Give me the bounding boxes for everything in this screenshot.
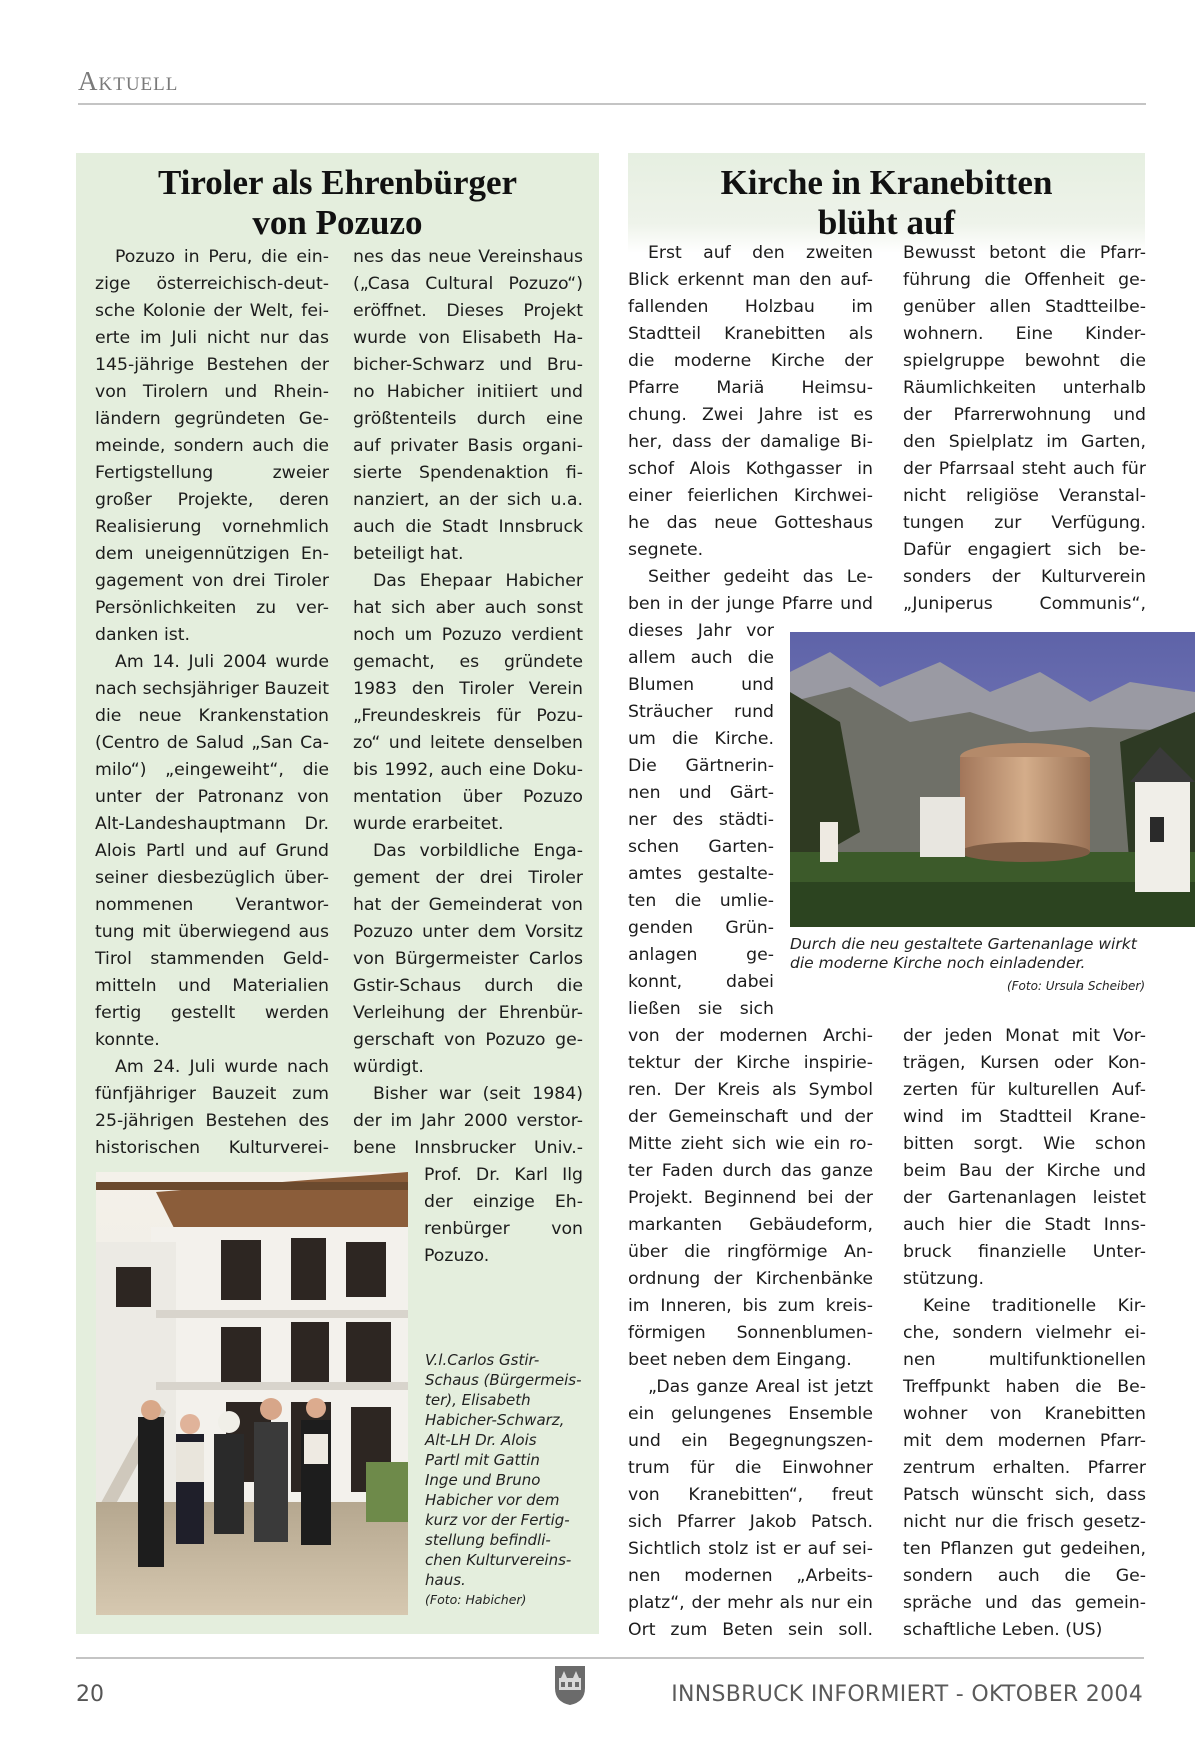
text-line: unter der Patronanz von	[95, 787, 329, 807]
text-line: ein gelungenes Ensemble	[628, 1404, 873, 1424]
text-line: ließen sie sich	[628, 999, 774, 1019]
text-line: von Tirolern und Rhein-	[95, 382, 329, 402]
title-line: blüht auf	[817, 203, 956, 242]
text-line: ten die umlie-	[628, 891, 774, 911]
text-line: gagement von drei Tiroler	[95, 571, 329, 591]
caption-line: Alt-LH Dr. Alois	[425, 1431, 537, 1449]
text-line: Alois Partl und auf Grund	[95, 841, 329, 861]
text-line: Räumlichkeiten unterhalb	[903, 378, 1146, 398]
caption-text	[425, 1350, 595, 1590]
pozuzo-photo-caption	[425, 1350, 595, 1610]
text-line: 1983 den Tiroler Verein	[353, 679, 583, 699]
text-line: erte im Juli nicht nur das	[95, 328, 329, 348]
text-line: Verleihung der Ehrenbür-	[353, 1003, 583, 1023]
text-line: Das vorbildliche Enga-	[373, 841, 583, 861]
header-rule	[78, 103, 1146, 105]
text-line: nen und Gärt-	[628, 783, 774, 803]
text-line: der Pfarrerwohnung und	[903, 405, 1146, 425]
article-right-title	[628, 163, 1145, 243]
text-line: Das Ehepaar Habicher	[373, 571, 583, 591]
text-line: nicht religiöse Veranstal-	[903, 486, 1146, 506]
text-line: platz“, der mehr als nur ein	[628, 1593, 873, 1613]
text-line: gement der drei Tiroler	[353, 868, 583, 888]
text-line: segnete.	[628, 540, 704, 560]
photo-image	[790, 632, 1195, 927]
text-line: konnte.	[95, 1030, 160, 1050]
text-line: schen Garten-	[628, 837, 774, 857]
text-line: spielgruppe bewohnt die	[903, 351, 1146, 371]
text-line: Pozuzo unter dem Vorsitz	[353, 922, 583, 942]
text-line: no Habicher initiiert und	[353, 382, 583, 402]
text-line: Am 14. Juli 2004 wurde	[115, 652, 329, 672]
text-line: bene Innsbrucker Univ.-	[353, 1138, 583, 1158]
text-line: Alt-Landeshauptmann Dr.	[95, 814, 329, 834]
text-line: die neue Krankenstation	[95, 706, 329, 726]
text-line: (Centro de Salud „San Ca-	[95, 733, 329, 753]
text-line: amtes gestalte-	[628, 864, 774, 884]
photo-credit: (Foto: Habicher)	[425, 1592, 527, 1607]
text-line: gerschaft von Pozuzo ge-	[353, 1030, 583, 1050]
text-line: „Freundeskreis für Pozu-	[353, 706, 583, 726]
text-line: noch um Pozuzo verdient	[353, 625, 583, 645]
article-left-title	[76, 163, 599, 243]
caption-line: Habicher-Schwarz,	[425, 1411, 565, 1429]
text-line: „Das ganze Areal ist jetzt	[648, 1377, 873, 1397]
text-line: ländern gegründeten Ge-	[95, 409, 329, 429]
text-line: sche Kolonie der Welt, fei-	[95, 301, 329, 321]
caption-line: haus.	[425, 1571, 466, 1589]
text-line: Treffpunkt haben die Be-	[903, 1377, 1146, 1397]
text-line: auf privater Basis organi-	[353, 436, 583, 456]
church-photo-caption	[790, 935, 1145, 996]
text-line: 145-jährige Bestehen der	[95, 355, 329, 375]
text-line: markanten Gebäudeform,	[628, 1215, 873, 1235]
text-line: genden Grün-	[628, 918, 774, 938]
text-line: chung. Zwei Jahre ist es	[628, 405, 873, 425]
text-line: („Casa Cultural Pozuzo“)	[353, 274, 583, 294]
text-line: Seither gedeiht das Le-	[648, 567, 873, 587]
text-line: zige österreichisch-deut-	[95, 274, 329, 294]
article-right-column-1-narrow	[628, 618, 774, 1023]
text-line: ren. Der Kreis als Symbol	[628, 1080, 873, 1100]
text-line: über die ringförmige An-	[628, 1242, 873, 1262]
article-left-column-2-tail	[424, 1162, 583, 1270]
text-line: milo“) „eingeweiht“, die	[95, 760, 329, 780]
text-line: beim Bau der Kirche und	[903, 1161, 1146, 1181]
text-line: Pozuzo.	[424, 1246, 490, 1266]
text-line: ordnung der Kirchenbänke	[628, 1269, 873, 1289]
text-line: auch hier die Stadt Inns-	[903, 1215, 1146, 1235]
article-right-column-1-bottom	[628, 1023, 873, 1644]
text-line: hat sich aber auch sonst	[353, 598, 583, 618]
text-line: der Gartenanlagen leistet	[903, 1188, 1146, 1208]
text-line: nicht nur die frisch gesetz-	[903, 1512, 1146, 1532]
text-line: Realisierung vornehmlich	[95, 517, 329, 537]
text-line: bruck finanzielle Unter-	[903, 1242, 1146, 1262]
text-line: um die Kirche.	[628, 729, 774, 749]
page-number: 20	[76, 1682, 104, 1707]
text-line: Pozuzo in Peru, die ein-	[115, 247, 329, 267]
caption-line: kurz vor der Fertig-	[425, 1511, 570, 1529]
photo-image	[96, 1172, 408, 1615]
text-line: beet neben dem Eingang.	[628, 1350, 852, 1370]
text-line: sondern auch die Ge-	[903, 1566, 1146, 1586]
text-line: fallenden Holzbau im	[628, 297, 873, 317]
text-line: meinde, sondern auch die	[95, 436, 329, 456]
text-line: mitteln und Materialien	[95, 976, 329, 996]
text-line: einer feierlichen Kirchwei-	[628, 486, 873, 506]
text-line: nanziert, an der sich u.a.	[353, 490, 583, 510]
text-line: größtenteils durch eine	[353, 409, 583, 429]
innsbruck-coat-of-arms-icon	[553, 1664, 587, 1706]
text-line: dem uneigennützigen En-	[95, 544, 329, 564]
text-line: tektur der Kirche inspirie-	[628, 1053, 873, 1073]
caption-line: die moderne Kirche noch einladender.	[790, 954, 1086, 972]
caption-line: Schaus (Bürgermeis-	[425, 1371, 582, 1389]
text-line: historischen Kulturverei-	[95, 1138, 329, 1158]
caption-line: Durch die neu gestaltete Gartenanlage wirkt	[790, 935, 1137, 953]
text-line: schof Alois Kothgasser in	[628, 459, 873, 479]
text-line: der Pfarrsaal steht auch für	[903, 459, 1146, 479]
text-line: gemacht, es gründete	[353, 652, 583, 672]
text-line: trägen, Kursen oder Kon-	[903, 1053, 1146, 1073]
text-line: genüber allen Stadtteilbe-	[903, 297, 1146, 317]
section-label: Aktuell	[78, 66, 179, 96]
text-line: Projekt. Beginnend bei der	[628, 1188, 873, 1208]
text-line: wohnern. Eine Kinder-	[903, 324, 1146, 344]
text-line: die moderne Kirche der	[628, 351, 873, 371]
text-line: im Inneren, bis zum kreis-	[628, 1296, 873, 1316]
text-line: und ein Begegnungszen-	[628, 1431, 873, 1451]
text-line: von Bürgermeister Carlos	[353, 949, 583, 969]
text-line: nommenen Verantwor-	[95, 895, 329, 915]
pozuzo-group-photo	[96, 1172, 408, 1615]
text-line: 25-jährigen Bestehen des	[95, 1111, 329, 1131]
text-line: spräche und das gemein-	[903, 1593, 1146, 1613]
text-line: ter Faden durch das ganze	[628, 1161, 873, 1181]
caption-line: stellung befindli-	[425, 1531, 551, 1549]
article-right-column-2-top	[903, 240, 1146, 618]
text-line: Erst auf den zweiten	[648, 243, 873, 263]
caption-line: chen Kulturvereins-	[425, 1551, 572, 1569]
text-line: anlagen ge-	[628, 945, 774, 965]
text-line: wurde von Elisabeth Ha-	[353, 328, 583, 348]
caption-line: Partl mit Gattin	[425, 1451, 540, 1469]
text-line: stützung.	[903, 1269, 984, 1289]
text-line: dieses Jahr vor	[628, 621, 774, 641]
text-line: ner des städti-	[628, 810, 774, 830]
text-line: nen modernen „Arbeits-	[628, 1566, 873, 1586]
text-line: zerten für kulturellen Auf-	[903, 1080, 1146, 1100]
text-line: Blumen und	[628, 675, 774, 695]
article-left-column-1	[95, 244, 329, 1162]
caption-line: ter), Elisabeth	[425, 1391, 531, 1409]
title-line: Tiroler als Ehrenbürger	[157, 163, 518, 202]
text-line: großer Projekte, deren	[95, 490, 329, 510]
text-line: che, sondern vielmehr ei-	[903, 1323, 1146, 1343]
text-line: Am 24. Juli wurde nach	[115, 1057, 329, 1077]
text-line: zo“ und leitete denselben	[353, 733, 583, 753]
text-line: von der modernen Archi-	[628, 1026, 873, 1046]
text-line: von Kranebitten“, freut	[628, 1485, 873, 1505]
text-line: Dafür engagiert sich be-	[903, 540, 1146, 560]
text-line: zentrum erhalten. Pfarrer	[903, 1458, 1146, 1478]
text-line: Keine traditionelle Kir-	[923, 1296, 1146, 1316]
text-line: sonders der Kulturverein	[903, 567, 1146, 587]
text-line: Gstir-Schaus durch die	[353, 976, 583, 996]
caption-line: Habicher vor dem	[425, 1491, 560, 1509]
text-line: sierte Spendenaktion fi-	[353, 463, 583, 483]
text-line: schaftliche Leben. (US)	[903, 1620, 1103, 1640]
text-line: Prof. Dr. Karl Ilg	[424, 1165, 583, 1185]
text-line: Persönlichkeiten zu ver-	[95, 598, 329, 618]
article-right-column-1-top	[628, 240, 873, 618]
text-line: auch die Stadt Innsbruck	[353, 517, 583, 537]
caption-line: Inge und Bruno	[425, 1471, 541, 1489]
text-line: fünfjähriger Bauzeit zum	[95, 1084, 329, 1104]
text-line: renbürger von	[424, 1219, 583, 1239]
text-line: fertig gestellt werden	[95, 1003, 329, 1023]
text-line: Tirol stammenden Geld-	[95, 949, 329, 969]
text-line: ten Pflanzen gut gedeihen,	[903, 1539, 1146, 1559]
text-line: Bisher war (seit 1984)	[373, 1084, 583, 1104]
text-line: wurde erarbeitet.	[353, 814, 504, 834]
text-line: nach sechsjähriger Bauzeit	[95, 679, 329, 699]
text-line: bitten sorgt. Wie schon	[903, 1134, 1146, 1154]
text-line: den Spielplatz im Garten,	[903, 432, 1146, 452]
text-line: eröffnet. Dieses Projekt	[353, 301, 583, 321]
text-line: der im Jahr 2000 verstor-	[353, 1111, 583, 1131]
text-line: Bewusst betont die Pfarr-	[903, 243, 1146, 263]
text-line: nes das neue Vereinshaus	[353, 247, 583, 267]
text-line: führung die Offenheit ge-	[903, 270, 1146, 290]
text-line: Blick erkennt man den auf-	[628, 270, 873, 290]
text-line: mentation über Pozuzo	[353, 787, 583, 807]
text-line: Sichtlich stolz ist er auf sei-	[628, 1539, 873, 1559]
text-line: Stadtteil Kranebitten als	[628, 324, 873, 344]
text-line: Patsch wünscht sich, dass	[903, 1485, 1146, 1505]
text-line: danken ist.	[95, 625, 191, 645]
publication-footer: INNSBRUCK INFORMIERT - OKTOBER 2004	[671, 1682, 1143, 1707]
text-line: der Gemeinschaft und der	[628, 1107, 873, 1127]
kranebitten-church-photo	[790, 632, 1195, 927]
text-line: bis 1992, auch eine Doku-	[353, 760, 583, 780]
text-line: Pfarre Mariä Heimsu-	[628, 378, 873, 398]
footer-rule	[76, 1657, 1144, 1659]
text-line: beteiligt hat.	[353, 544, 464, 564]
text-line: hat der Gemeinderat von	[353, 895, 583, 915]
text-line: seiner diesbezüglich über-	[95, 868, 329, 888]
text-line: nen multifunktionellen	[903, 1350, 1146, 1370]
text-line: „Juniperus Communis“,	[903, 594, 1146, 614]
article-right-column-2-bottom	[903, 1023, 1146, 1644]
text-line: der einzige Eh-	[424, 1192, 583, 1212]
text-line: konnt, dabei	[628, 972, 774, 992]
text-line: he das neue Gotteshaus	[628, 513, 873, 533]
photo-credit: (Foto: Ursula Scheiber)	[1006, 979, 1145, 993]
text-line: der jeden Monat mit Vor-	[903, 1026, 1146, 1046]
caption-line: V.l.Carlos Gstir-	[425, 1351, 540, 1369]
text-line: würdigt.	[353, 1057, 424, 1077]
text-line: tung mit überwiegend aus	[95, 922, 329, 942]
text-line: tungen zur Verfügung.	[903, 513, 1146, 533]
text-line: sich Pfarrer Jakob Patsch.	[628, 1512, 873, 1532]
text-line: bicher-Schwarz und Bru-	[353, 355, 583, 375]
title-line: Kirche in Kranebitten	[720, 163, 1053, 202]
text-line: ben in der junge Pfarre und	[628, 594, 873, 614]
text-line: förmigen Sonnenblumen-	[628, 1323, 873, 1343]
text-line: wind im Stadtteil Krane-	[903, 1107, 1146, 1127]
text-line: trum für die Einwohner	[628, 1458, 873, 1478]
text-line: wohner von Kranebitten	[903, 1404, 1146, 1424]
text-line: Fertigstellung zweier	[95, 463, 329, 483]
title-line: von Pozuzo	[252, 203, 423, 242]
article-left-column-2	[353, 244, 583, 1162]
text-line: mit dem modernen Pfarr-	[903, 1431, 1146, 1451]
text-line: Die Gärtnerin-	[628, 756, 774, 776]
text-line: Mitte zieht sich wie ein ro-	[628, 1134, 873, 1154]
text-line: allem auch die	[628, 648, 774, 668]
text-line: Ort zum Beten sein soll.	[628, 1620, 873, 1640]
text-line: Sträucher rund	[628, 702, 774, 722]
text-line: her, dass der damalige Bi-	[628, 432, 873, 452]
